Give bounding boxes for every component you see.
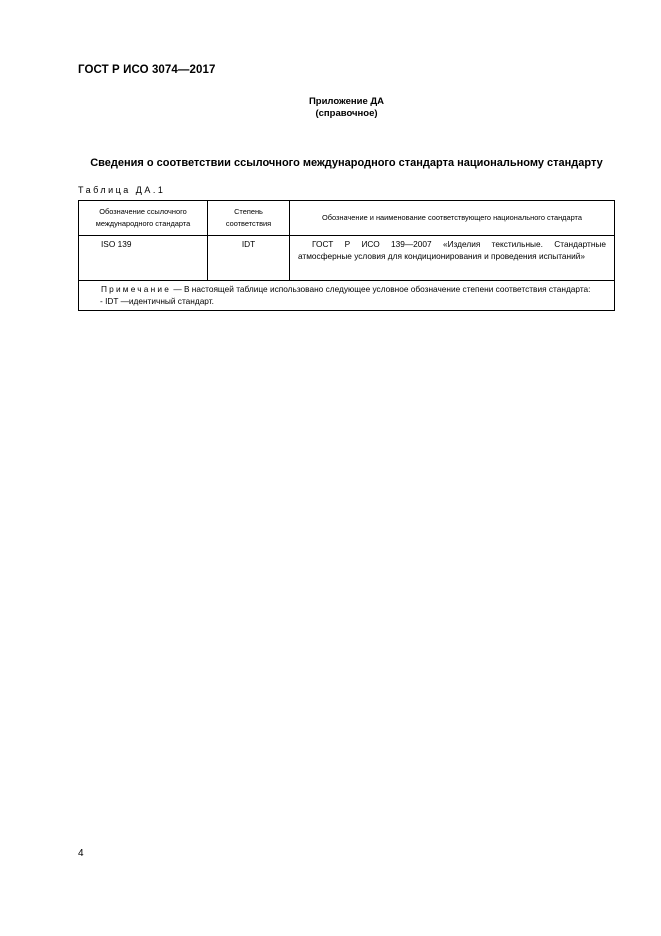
cell-national-standard: ГОСТ Р ИСО 139—2007 «Изделия текстильные. Стандартные атмосферные условия для кондиционирования и проведения испытаний»: [290, 236, 615, 281]
table-header-row: [79, 201, 615, 236]
section-heading: Сведения о соответствии ссылочного международного стандарта национальному стандарту: [90, 157, 603, 169]
header-national-standard: Обозначение и наименование соответствующего национального стандарта: [290, 201, 615, 236]
appendix-subtitle: (справочное): [315, 108, 378, 119]
table-row: [79, 236, 615, 281]
header-degree: Степень соответствия: [208, 201, 290, 236]
table-note: [79, 281, 615, 311]
document-code: ГОСТ Р ИСО 3074—2017: [78, 64, 216, 76]
cell-intl-standard: ISO 139: [79, 236, 208, 281]
note-item: - IDT —идентичный стандарт.: [100, 295, 214, 306]
reference-standards-table: [78, 200, 615, 311]
cell-degree: IDT: [208, 236, 290, 281]
header-intl-standard: Обозначение ссылочного международного стандарта: [79, 201, 208, 236]
table-caption: Таблица ДА.1: [78, 185, 166, 195]
appendix-title: Приложение ДА: [308, 96, 385, 107]
note-label: Примечание: [101, 284, 172, 294]
note-text: [87, 284, 606, 296]
table-note-row: [79, 281, 615, 311]
note-body: — В настоящей таблице использовано следующее условное обозначение степени соответствия стандарта:: [171, 284, 591, 294]
page-number: 4: [78, 848, 84, 859]
